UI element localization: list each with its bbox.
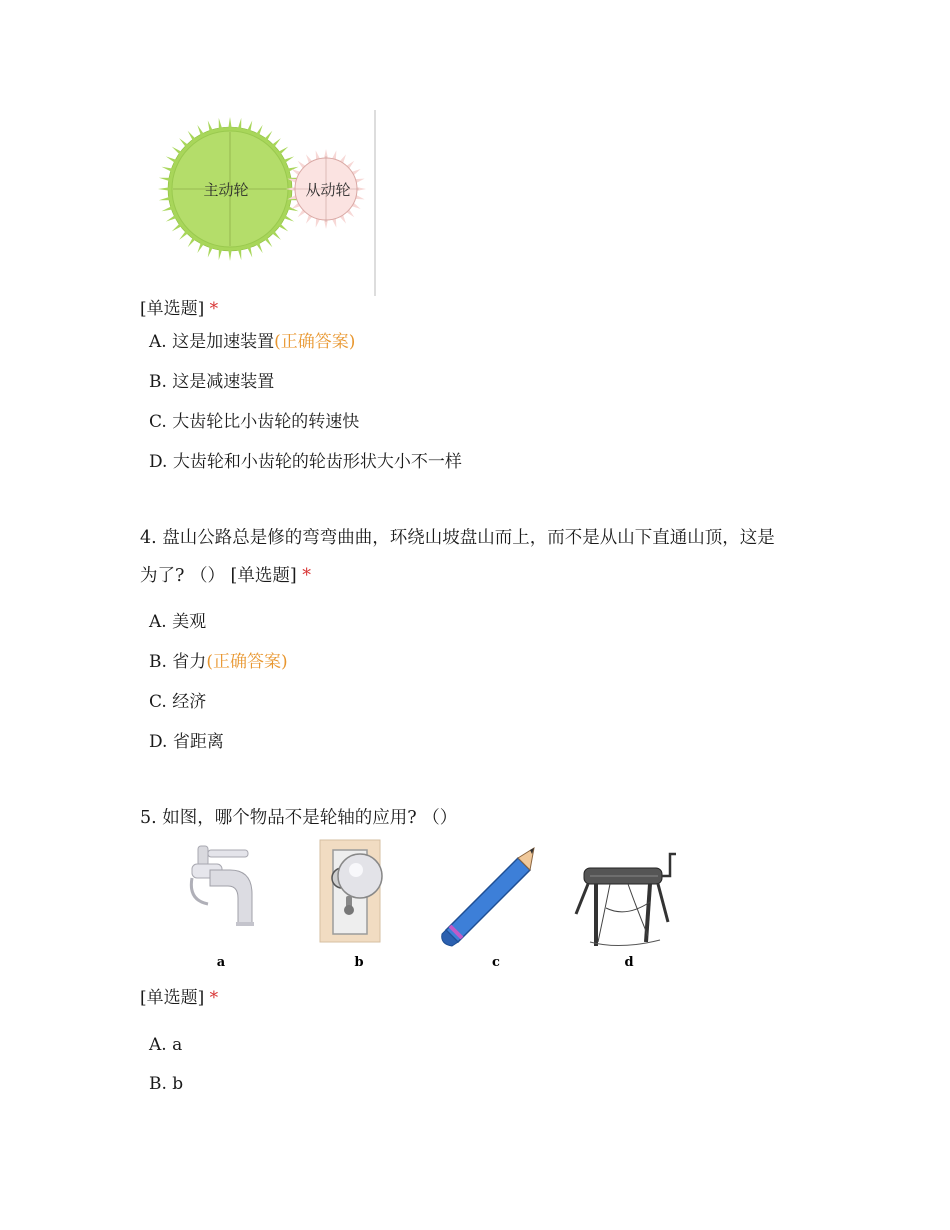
q4-question-text-line1: 4. 盘山公路总是修的弯弯曲曲，环绕山坡盘山而上，而不是从山下直通山顶，这是	[140, 528, 775, 548]
q5-type-line	[140, 990, 218, 1007]
objects-illustration	[170, 838, 690, 973]
option-label: A. 美观	[149, 612, 207, 632]
option-label: A. a	[149, 1035, 183, 1055]
q3-type-line	[140, 301, 218, 318]
figure-label-b: b	[354, 955, 364, 970]
q3-option-c[interactable]	[149, 414, 359, 431]
q4-option-b[interactable]	[149, 654, 288, 671]
q3-option-b[interactable]	[149, 374, 274, 391]
option-label: D. 大齿轮和小齿轮的轮齿形状大小不一样	[149, 452, 462, 472]
option-label: A. 这是加速装置	[149, 332, 275, 352]
question-type-tag: [单选题]	[230, 566, 297, 586]
pencil-icon	[442, 848, 534, 946]
gear-left-label: 主动轮	[203, 181, 249, 199]
q3-option-d[interactable]	[149, 454, 462, 471]
q5-figure	[170, 838, 690, 973]
windlass-icon	[576, 854, 676, 946]
option-label: B. 这是减速装置	[149, 372, 275, 392]
q3-option-a[interactable]	[149, 334, 355, 351]
question-type-tag: [单选题]	[140, 988, 205, 1008]
correct-answer-tag: (正确答案)	[274, 332, 356, 352]
required-mark: *	[209, 988, 219, 1008]
option-label: D. 省距离	[149, 732, 224, 752]
option-label: B. 省力	[149, 652, 207, 672]
option-label: C. 经济	[149, 692, 207, 712]
q5-option-b[interactable]	[149, 1076, 183, 1093]
gear-figure	[140, 108, 380, 298]
q5-question-text: 5. 如图，哪个物品不是轮轴的应用? （）	[140, 808, 458, 828]
required-mark: *	[209, 299, 219, 319]
q4-option-d[interactable]	[149, 734, 224, 751]
door-knob-icon	[320, 840, 382, 942]
correct-answer-tag: (正确答案)	[206, 652, 288, 672]
gear-diagram	[140, 108, 380, 298]
q4-option-c[interactable]	[149, 694, 206, 711]
figure-label-d: d	[624, 955, 634, 970]
figure-label-a: a	[216, 955, 226, 970]
gear-right-label: 从动轮	[305, 181, 351, 199]
q4-question-line2	[140, 568, 311, 586]
faucet-icon	[191, 846, 254, 926]
question-type-tag: [单选题]	[140, 299, 205, 319]
figure-label-c: c	[492, 955, 500, 970]
q5-option-a[interactable]	[149, 1037, 182, 1054]
required-mark: *	[302, 566, 312, 586]
option-label: C. 大齿轮比小齿轮的转速快	[149, 412, 360, 432]
option-label: B. b	[149, 1074, 184, 1094]
q4-question-text-line2: 为了? （）	[140, 566, 225, 586]
q4-option-a[interactable]	[149, 614, 206, 631]
